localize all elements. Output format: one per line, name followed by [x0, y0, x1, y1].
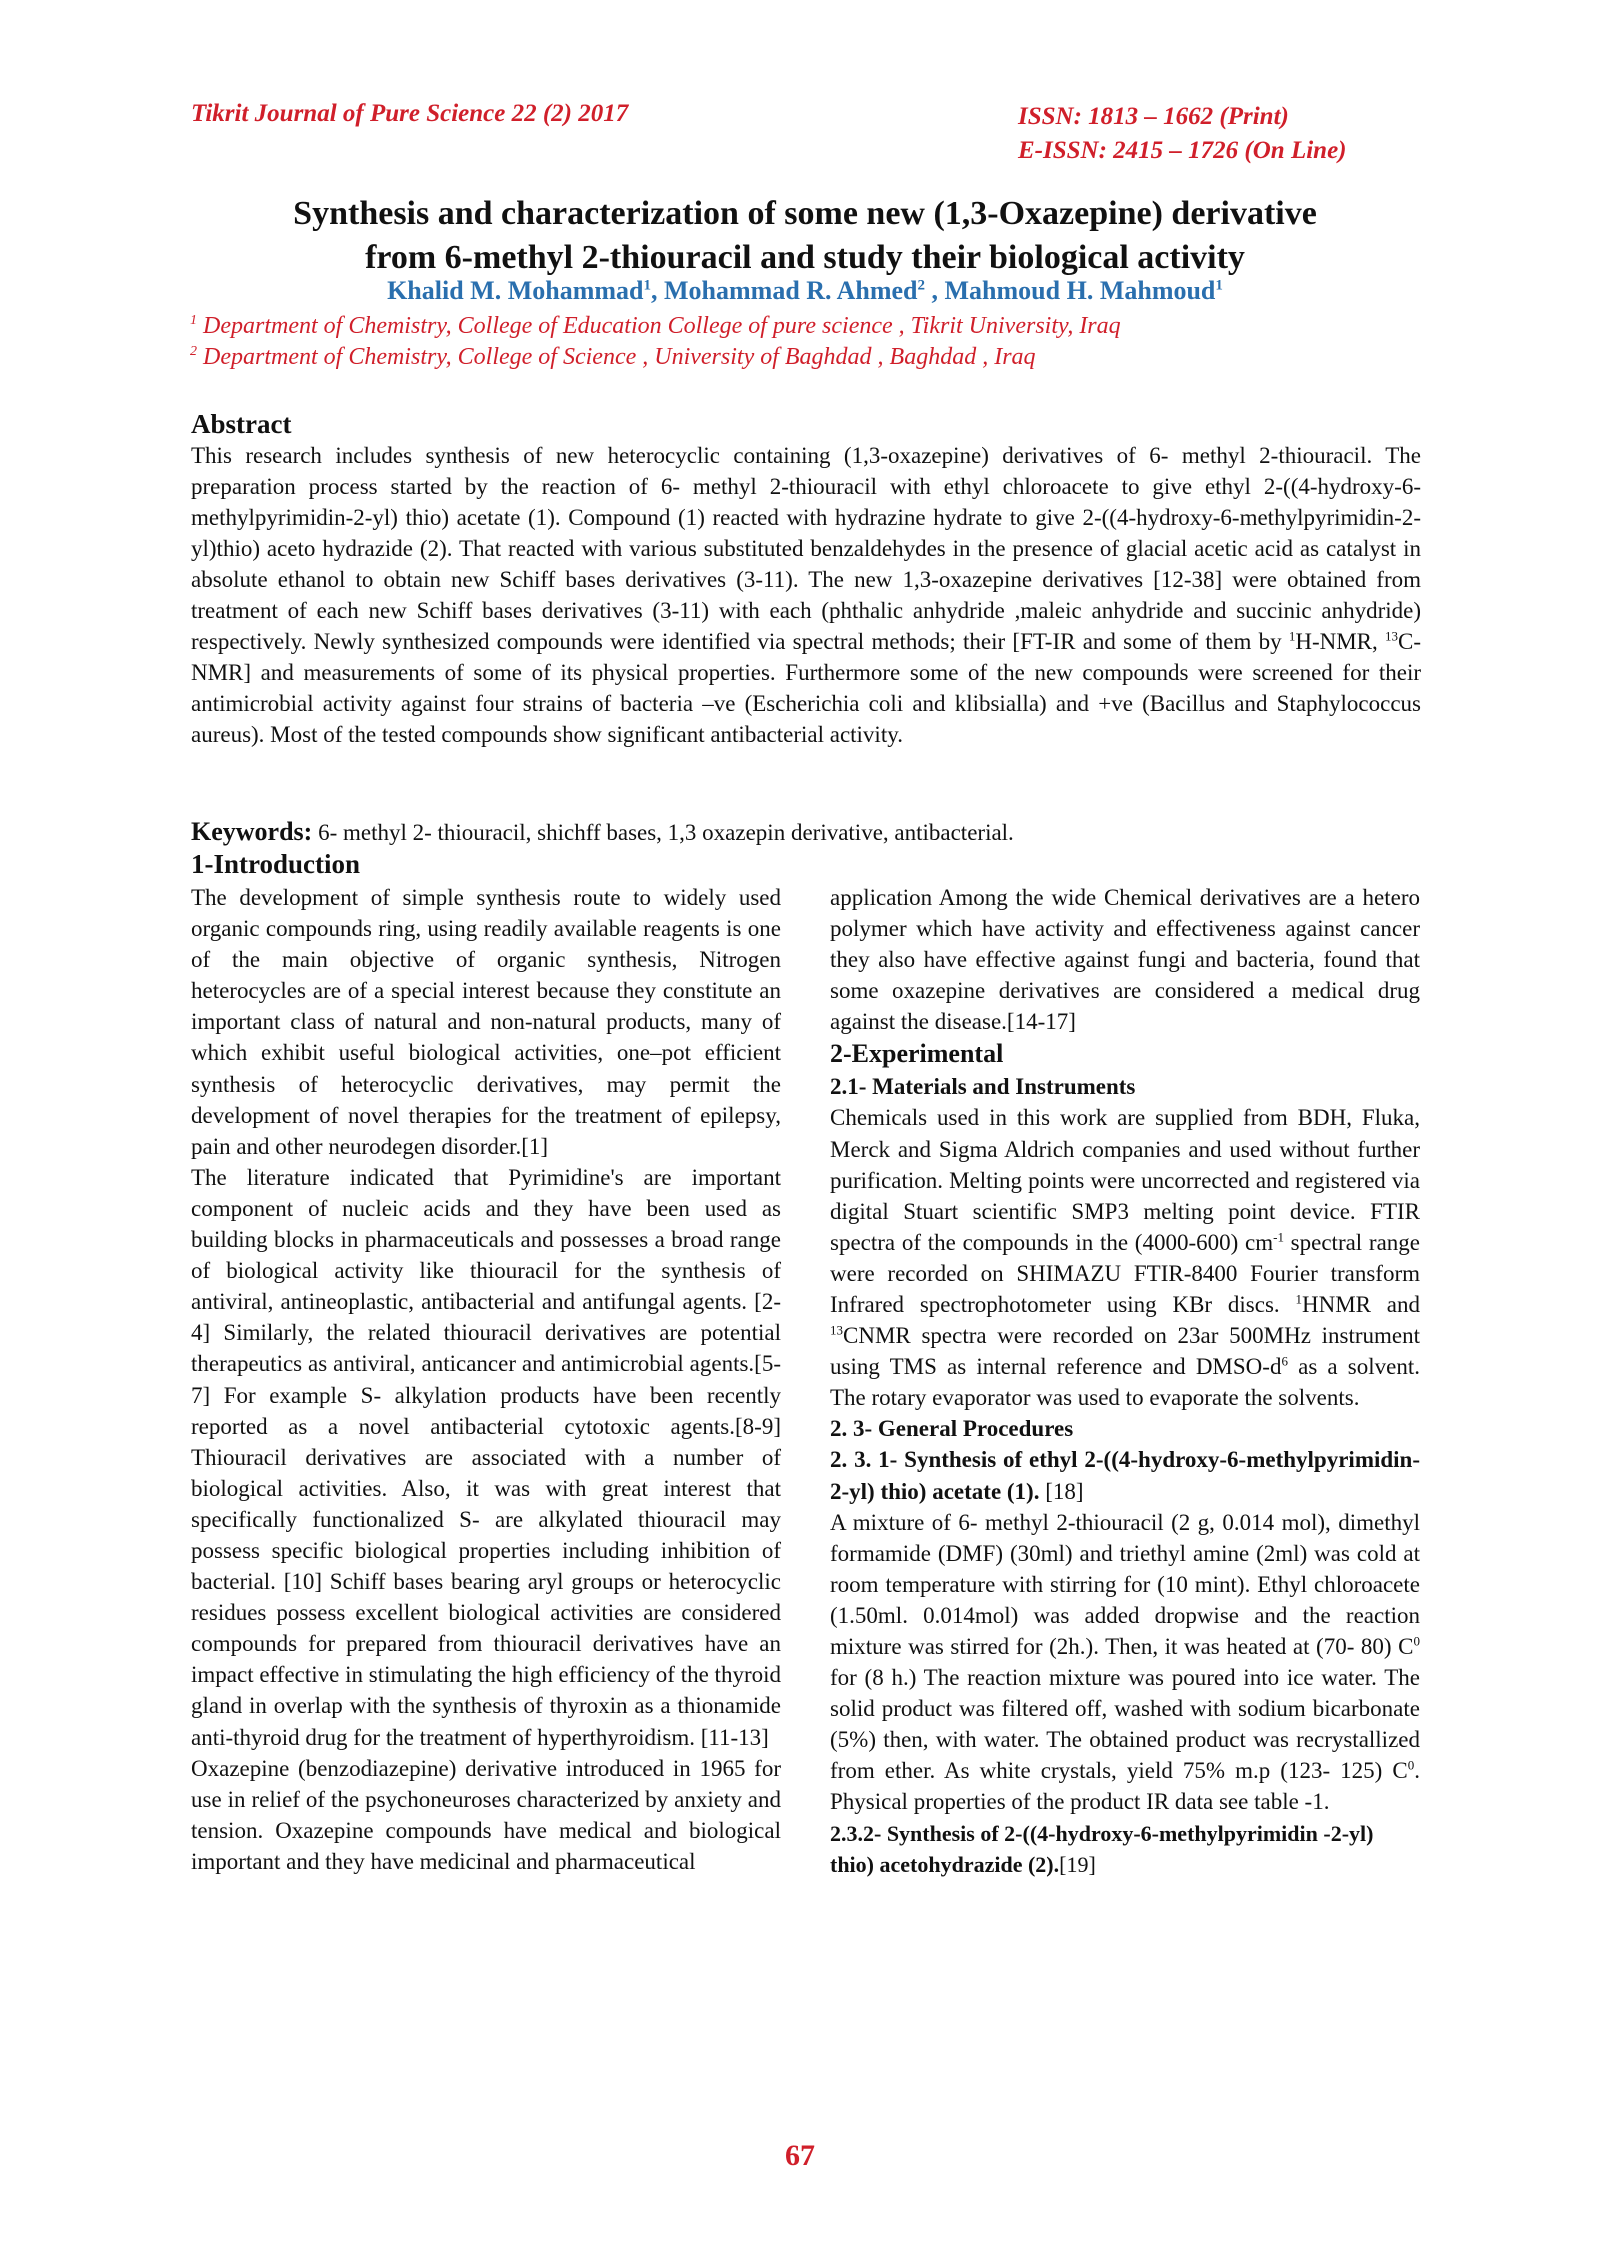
title-line-1: Synthesis and characterization of some new (1,3-Oxazepine) derivative: [293, 195, 1317, 232]
keywords: Keywords: 6- methyl 2- thiouracil, shichff bases, 1,3 oxazepin derivative, antibacterial.: [191, 817, 1014, 846]
paragraph: The development of simple synthesis route to widely used organic compounds ring, using readily available reagents is one of the main objective of organic synthesis, Nitrogen heterocycles are of a special interest because they constitute an important class of natural and non-natural products, many of which exhibit useful biological activities, one–pot efficient synthesis of heterocyclic derivatives, may permit the development of novel therapies for the treatment of epilepsy, pain and other neurodegen disorder.[1]: [191, 885, 781, 1159]
right-column: [830, 882, 1420, 1880]
affiliation: $^1$ Department of Chemistry, College of Education College of pure science , Tikrit University, Iraq: [190, 313, 1121, 339]
affiliation: $^2$ Department of Chemistry, College of Science , University of Baghdad , Baghdad , Iraq: [190, 344, 1036, 370]
issn-online: E-ISSN: 2415 – 1726 (On Line): [1018, 137, 1347, 164]
section-heading: 2-Experimental: [830, 1039, 1004, 1069]
paragraph: application Among the wide Chemical derivatives are a hetero polymer which have activity and effectiveness against cancer they also have effective against fungi and bacteria, found that some oxazepine derivatives are considered a medical drug against the disease.[14-17]: [830, 885, 1420, 1035]
left-column: [191, 882, 781, 1877]
keywords-label: Keywords:: [191, 817, 313, 846]
journal-header: Tikrit Journal of Pure Science 22 (2) 2017: [191, 100, 629, 127]
issn-print: ISSN: 1813 – 1662 (Print): [1018, 103, 1289, 130]
paper-title: [190, 192, 1420, 280]
paragraph: The literature indicated that Pyrimidine's are important component of nucleic acids and they have been used as building blocks in pharmaceuticals and possesses a broad range of biological activity like thiouracil for the synthesis of antiviral, antineoplastic, antibacterial and antifungal agents. [2-4] Similarly, the related thiouracil derivatives are potential therapeutics as antiviral, anticancer and antimicrobial agents.[5-7] For example S- alkylation products have been recently reported as a novel antibacterial cytotoxic agents.[8-9] Thiouracil derivatives are associated with a number of biological activities. Also, it was with great interest that specifically functionalized S- are alkylated thiouracil may possess specific biological properties including inhibition of bacterial. [10] Schiff bases bearing aryl groups or heterocyclic residues possess excellent biological activities are considered compounds for prepared from thiouracil derivatives have an impact effective in stimulating the high efficiency of the thyroid gland in overlap with the synthesis of thyroxin as a thionamide anti-thyroid drug for the treatment of hyperthyroidism. [11-13]: [191, 1164, 781, 1750]
subsubsection-heading: 2.3.2- Synthesis of 2-((4-hydroxy-6-methylpyrimidin -2-yl) thio) acetohydrazide (2).[19]: [830, 1820, 1374, 1877]
subsection-heading: 2.1- Materials and Instruments: [830, 1074, 1136, 1100]
page-number: 67: [785, 2139, 815, 2172]
paragraph: Chemicals used in this work are supplied from BDH, Fluka, Merck and Sigma Aldrich companies and used without further purification. Melting points were uncorrected and registered via digital Stuart scientific SMP3 melting point device. FTIR spectra of the compounds in the (4000-600) $cm^{-1}$ spectral range were recorded on SHIMAZU FTIR-8400 Fourier transform Infrared spectrophotometer using KBr discs. $^1$HNMR and $^{13}$CNMR spectra were recorded on 23ar 500MHz instrument using TMS as internal reference and DMSO-$d^6$ as a solvent. The rotary evaporator was used to evaporate the solvents.: [830, 1105, 1421, 1411]
issn-block: [1018, 100, 1347, 168]
paragraph: A mixture of 6- methyl 2-thiouracil (2 g, 0.014 mol), dimethyl formamide (DMF) (30ml) and triethyl amine (2ml) was cold at room temperature with stirring for (10 mint). Ethyl chloroacete (1.50ml. 0.014mol) was added dropwise and the reaction mixture was stirred for (2h.). Then, it was heated at (70- 80) $C^0$ for (8 h.) The reaction mixture was poured into ice water. The solid product was filtered off, washed with sodium bicarbonate (5%) then, with water. The obtained product was recrystallized from ether. As white crystals, yield 75% m.p (123- 125) $C^0$. Physical properties of the product IR data see table -1.: [830, 1509, 1420, 1815]
introduction-heading: 1-Introduction: [191, 849, 361, 879]
title-line-2: from 6-methyl 2-thiouracil and study their biological activity: [365, 239, 1245, 276]
paragraph: Oxazepine (benzodiazepine) derivative introduced in 1965 for use in relief of the psychoneuroses characterized by anxiety and tension. Oxazepine compounds have medical and biological important and they have medicinal and pharmaceutical: [191, 1755, 781, 1874]
author: Khalid M. Mohammad$^1$,: [387, 276, 664, 305]
abstract-text: This research includes synthesis of new heterocyclic containing (1,3-oxazepine) derivatives of 6- methyl 2-thiouracil. The preparation process started by the reaction of 6- methyl 2-thiouracil with ethyl chloroacete to give ethyl 2-((4-hydroxy-6-methylpyrimidin-2-yl) thio) acetate (1). Compound (1) reacted with hydrazine hydrate to give 2-((4-hydroxy-6-methylpyrimidin-2-yl)thio) aceto hydrazide (2). That reacted with various substituted benzaldehydes in the presence of glacial acetic acid as catalyst in absolute ethanol to obtain new Schiff bases derivatives (3-11). The new 1,3-oxazepine derivatives [12-38] were obtained from treatment of each new Schiff bases derivatives (3-11) with each (phthalic anhydride ,maleic anhydride and succinic anhydride) respectively. Newly synthesized compounds were identified via spectral methods; their [FT-IR and some of them by $^1$H-NMR, $^{13}$C-NMR] and measurements of some of its physical properties. Furthermore some of the new compounds were screened for their antimicrobial activity against four strains of bacteria –ve (Escherichia coli and klibsialla) and +ve (Bacillus and Staphylococcus aureus). Most of the tested compounds show significant antibacterial activity.: [191, 443, 1421, 747]
subsubsection-heading: 2. 3. 1- Synthesis of ethyl 2-((4-hydroxy-6-methylpyrimidin-2-yl) thio) acetate (1). [18]: [830, 1447, 1420, 1504]
author: Mahmoud H. Mahmoud$^1$: [944, 276, 1223, 305]
author-list: [190, 276, 1420, 306]
author: Mohammad R. Ahmed$^2$ ,: [664, 276, 945, 305]
subsection-heading: 2. 3- General Procedures: [830, 1416, 1074, 1442]
abstract-heading: Abstract: [191, 409, 292, 439]
